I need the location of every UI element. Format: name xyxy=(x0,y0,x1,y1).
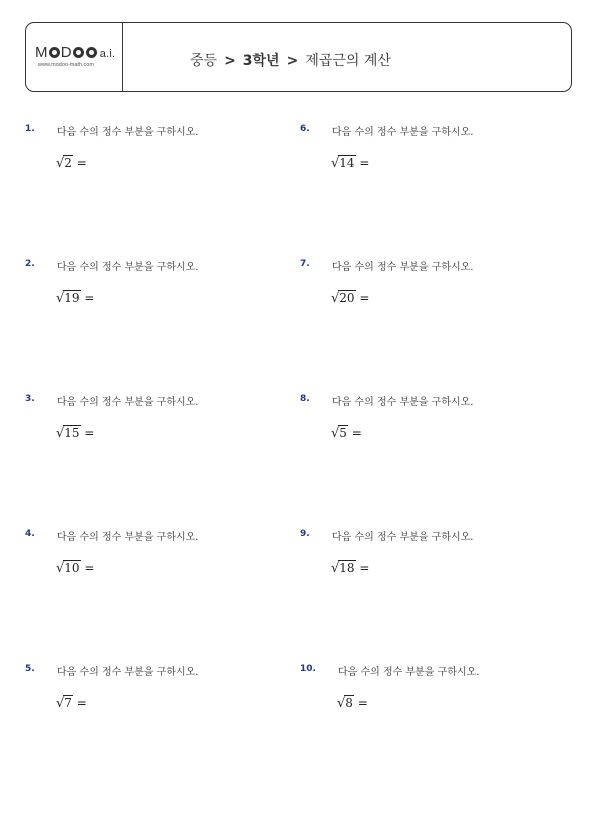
problem-number: 2. xyxy=(25,259,35,269)
problem-instruction: 다음 수의 정수 부분을 구하시오. xyxy=(57,667,199,678)
logo-url: www.modoo-math.com xyxy=(38,62,94,68)
breadcrumb-item: 3학년 xyxy=(242,53,280,69)
problem-instruction: 다음 수의 정수 부분을 구하시오. xyxy=(338,667,480,678)
radicand: 15 xyxy=(64,426,80,440)
radicand: 19 xyxy=(64,291,80,305)
problem-expression: √15 = xyxy=(56,426,95,441)
problem-expression: √20 = xyxy=(331,291,370,306)
problem-expression: √5 = xyxy=(331,426,362,441)
radicand: 10 xyxy=(64,561,80,575)
problem-instruction: 다음 수의 정수 부분을 구하시오. xyxy=(57,397,199,408)
problem-expression: √19 = xyxy=(56,291,95,306)
breadcrumb-item: 중등 xyxy=(190,53,218,69)
problem-expression: √14 = xyxy=(331,156,370,171)
problem-number: 4. xyxy=(25,529,35,539)
logo-circle-icon xyxy=(73,47,84,58)
logo xyxy=(26,23,123,91)
chevron-right-icon: > xyxy=(286,53,299,69)
breadcrumb xyxy=(190,50,391,70)
problem-expression: √2 = xyxy=(56,156,87,171)
worksheet-header xyxy=(25,22,572,92)
problem-number: 8. xyxy=(300,394,310,404)
logo-circle-icon xyxy=(86,47,97,58)
problem-expression: √18 = xyxy=(331,561,370,576)
radicand: 5 xyxy=(339,426,347,440)
problem-number: 9. xyxy=(300,529,310,539)
logo-letter-m: M xyxy=(35,44,48,61)
problem-instruction: 다음 수의 정수 부분을 구하시오. xyxy=(57,532,199,543)
problem-instruction: 다음 수의 정수 부분을 구하시오. xyxy=(332,532,474,543)
problem-instruction: 다음 수의 정수 부분을 구하시오. xyxy=(57,127,199,138)
problem-number: 3. xyxy=(25,394,35,404)
logo-ai: a.i. xyxy=(99,48,116,60)
problem-number: 6. xyxy=(300,124,310,134)
problem-instruction: 다음 수의 정수 부분을 구하시오. xyxy=(332,397,474,408)
problem-number: 7. xyxy=(300,259,310,269)
radicand: 7 xyxy=(64,696,72,710)
radicand: 2 xyxy=(64,156,72,170)
problem-number: 5. xyxy=(25,664,35,674)
logo-letter-d: D xyxy=(60,44,72,61)
logo-wordmark xyxy=(35,44,115,61)
problem-instruction: 다음 수의 정수 부분을 구하시오. xyxy=(332,262,474,273)
problem-instruction: 다음 수의 정수 부분을 구하시오. xyxy=(57,262,199,273)
problem-instruction: 다음 수의 정수 부분을 구하시오. xyxy=(332,127,474,138)
radicand: 18 xyxy=(339,561,355,575)
radicand: 20 xyxy=(339,291,355,305)
chevron-right-icon: > xyxy=(224,53,236,69)
problem-expression: √7 = xyxy=(56,696,87,711)
problem-number: 10. xyxy=(300,664,316,674)
logo-circle-icon xyxy=(49,47,60,58)
problem-expression: √10 = xyxy=(56,561,95,576)
radicand: 14 xyxy=(339,156,355,170)
problem-number: 1. xyxy=(25,124,35,134)
breadcrumb-item: 제곱근의 계산 xyxy=(305,53,391,69)
problem-expression: √8 = xyxy=(337,696,368,711)
radicand: 8 xyxy=(345,696,353,710)
